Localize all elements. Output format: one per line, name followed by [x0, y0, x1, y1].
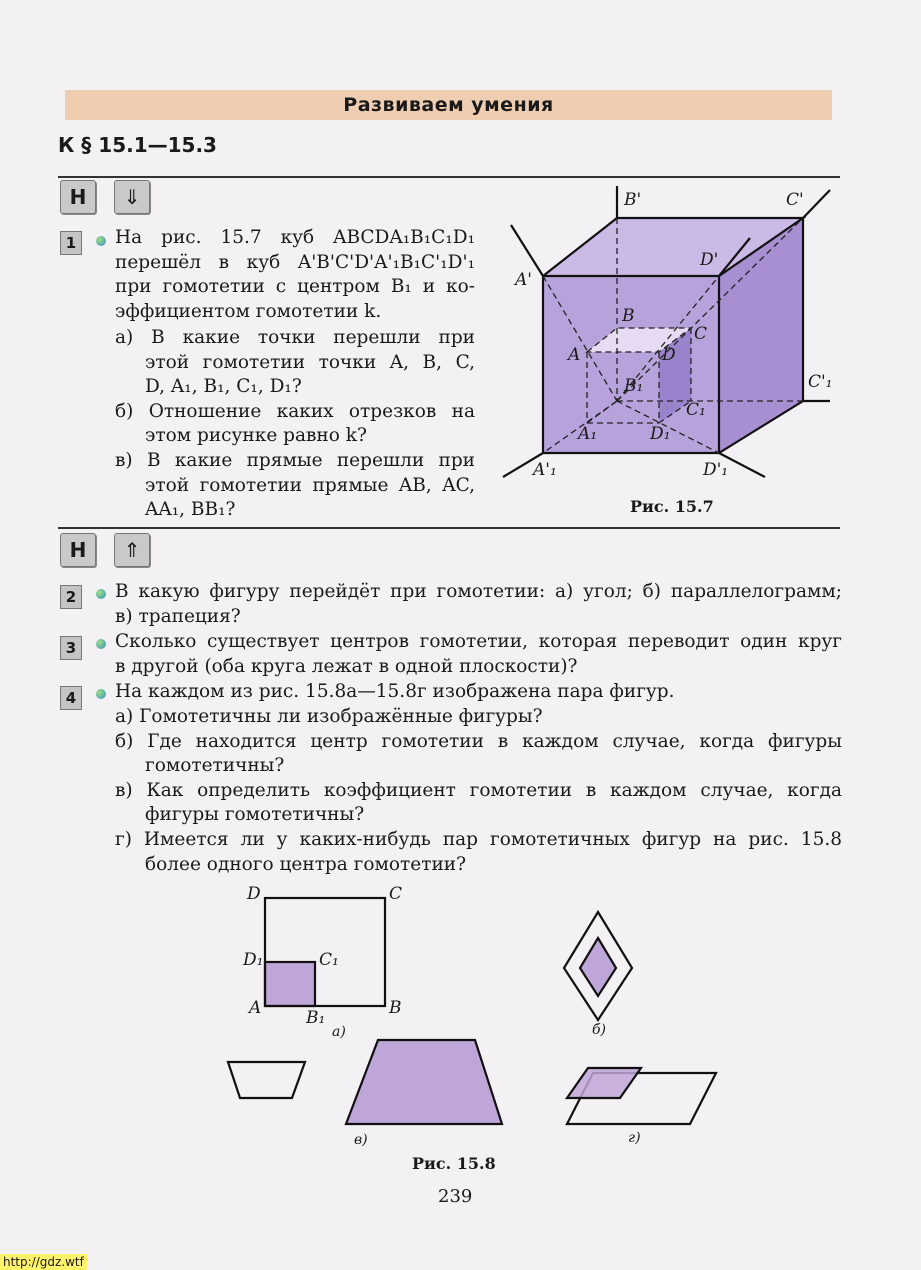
label: B' [624, 190, 642, 210]
arrow-down-icon: ⇓ [114, 180, 150, 214]
label: D₁ [650, 424, 671, 444]
text-line: более одного центра гомотетии? [145, 853, 467, 875]
section-heading: К § 15.1—15.3 [58, 133, 217, 157]
subfigure-label: б) [592, 1022, 607, 1038]
text-line: В какую фигуру перейдёт при гомотетии: а) угол; б) параллелограмм; [115, 581, 842, 602]
label: C₁ [319, 950, 339, 970]
text-line: перешёл в куб A'B'C'D'A'₁B₁C'₁D'₁ [115, 251, 475, 273]
problem-number: 1 [60, 231, 82, 255]
text-line: б) Отношение каких отрезков на [115, 400, 475, 422]
label: B₁ [624, 376, 644, 396]
figure-caption: Рис. 15.8 [412, 1154, 496, 1173]
text-line: а) В какие точки перешли при [115, 327, 475, 348]
subfigure-label: в) [354, 1132, 368, 1148]
text-line: в другой (оба круга лежат в одной плоскости)? [115, 655, 578, 677]
text-line: эффициентом гомотетии k. [115, 300, 382, 322]
label: C'₁ [808, 372, 833, 392]
text-line: г) Имеется ли у каких-нибудь пар гомотетичных фигур на рис. 15.8 [115, 828, 842, 850]
text-line: На рис. 15.7 куб ABCDA₁B₁C₁D₁ [115, 227, 475, 248]
label: C [694, 324, 708, 344]
label: A [249, 998, 262, 1018]
label: A'₁ [533, 460, 557, 480]
text-line: этой гомотетии точки A, B, C, [145, 351, 475, 373]
problem-number: 4 [60, 686, 82, 710]
big-trapezoid [346, 1040, 502, 1124]
text-line: фигуры гомотетичны? [145, 804, 365, 826]
text-line: в) трапеция? [115, 605, 241, 627]
label: D₁ [243, 950, 264, 970]
band-title: Развиваем умения [343, 94, 554, 116]
subfigure-label: а) [332, 1024, 346, 1040]
small-trapezoid [228, 1062, 305, 1098]
label: B [622, 306, 635, 326]
label: D' [700, 250, 719, 270]
label: B₁ [306, 1008, 326, 1028]
label: C [389, 884, 403, 904]
problem-number: 2 [60, 585, 82, 609]
label: C₁ [686, 400, 706, 420]
text-line: при гомотетии с центром B₁ и ко- [115, 276, 475, 298]
text-line: этом рисунке равно k? [145, 425, 367, 447]
text-line: в) В какие прямые перешли при [115, 449, 475, 471]
watermark-link[interactable]: http://gdz.wtf [0, 1254, 87, 1270]
level-badge-n: Н [60, 533, 96, 567]
page-number: 239 [438, 1186, 473, 1207]
figure-caption: Рис. 15.7 [630, 497, 714, 516]
label: A' [515, 270, 532, 290]
text-line: в) Как определить коэффициент гомотетии в каждом случае, когда [115, 779, 842, 801]
subfigure-label: г) [628, 1130, 641, 1146]
arrow-up-icon: ⇑ [114, 533, 150, 567]
text-line: AA₁, BB₁? [145, 499, 236, 521]
text-line: D, A₁, B₁, C₁, D₁? [145, 376, 302, 398]
small-square [265, 962, 315, 1006]
level-badge-n: Н [60, 180, 96, 214]
text-line: а) Гомотетичны ли изображённые фигуры? [115, 706, 543, 727]
label: A [568, 345, 581, 365]
inner-rhombus [580, 938, 616, 996]
label: B [389, 998, 402, 1018]
label: D'₁ [703, 460, 729, 480]
small-parallelogram [567, 1068, 641, 1098]
label: D [662, 345, 676, 365]
label: D [247, 884, 261, 904]
text-line: б) Где находится центр гомотетии в каждом случае, когда фигуры [115, 730, 842, 752]
label: A₁ [578, 424, 598, 444]
text-line: гомотетичны? [145, 755, 285, 777]
problem-number: 3 [60, 636, 82, 660]
text-line: На каждом из рис. 15.8а—15.8г изображена пара фигур. [115, 681, 675, 702]
text-line: этой гомотетии прямые AB, AC, [145, 474, 475, 496]
label: C' [786, 190, 804, 210]
text-line: Сколько существует центров гомотетии, которая переводит один круг [115, 631, 842, 652]
